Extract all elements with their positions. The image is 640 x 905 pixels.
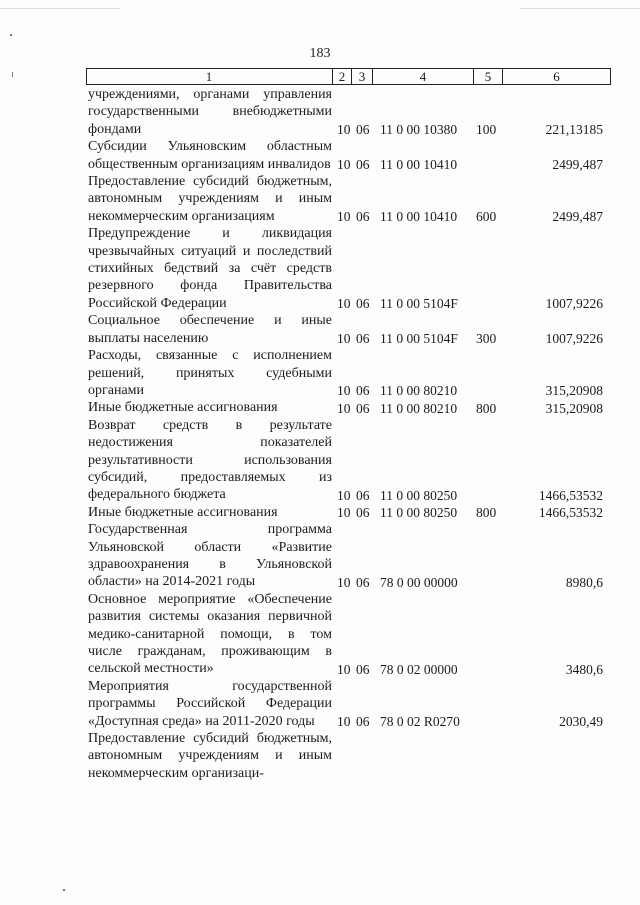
row-description: Мероприятия государственной программы Российской Федерации «Доступная среда» на 2011-2020 годы <box>88 678 332 729</box>
target-article-code: 78 0 02 00000 <box>380 661 458 677</box>
budget-table-body <box>0 86 640 782</box>
section-code: 10 <box>337 296 351 312</box>
row-description: Основное мероприятие «Обеспечение развития системы оказания первичной медико-санитарной помощи, в том числе гражданам, проживающим в сельской местности» <box>88 591 332 677</box>
row-codes <box>0 400 640 417</box>
amount: 8980,6 <box>565 574 603 590</box>
amount: 1007,9226 <box>545 296 603 312</box>
expense-type-code: 800 <box>476 505 497 521</box>
amount: 315,20908 <box>545 383 603 399</box>
subsection-code: 06 <box>356 487 370 503</box>
header-col-6: 6 <box>553 69 560 84</box>
target-article-code: 11 0 00 80210 <box>380 383 458 399</box>
table-row <box>0 678 640 730</box>
section-code: 10 <box>337 661 351 677</box>
section-code: 10 <box>337 505 351 521</box>
table-row <box>0 312 640 347</box>
table-row <box>0 173 640 225</box>
subsection-code: 06 <box>356 400 370 416</box>
subsection-code: 06 <box>356 383 370 399</box>
table-row <box>0 417 640 504</box>
row-description: Субсидии Ульяновским областным общественным организациям инвалидов <box>88 139 332 172</box>
subsection-code: 06 <box>356 331 370 347</box>
row-description: учреждениями, органами управления государственными внебюджетными фондами <box>88 87 332 137</box>
scan-mark <box>10 34 12 36</box>
section-code: 10 <box>337 209 351 225</box>
amount: 1007,9226 <box>545 331 603 347</box>
row-codes <box>0 295 640 312</box>
row-description: Предоставление субсидий бюджетным, автономным учреждениям и иным некоммерческим организаци- <box>88 731 332 781</box>
row-description: Предупреждение и ликвидация чрезвычайных ситуаций и последствий стихийных бедствий за счёт средств резервного фонда Правительства Российской Федерации <box>88 226 332 311</box>
header-col-2: 2 <box>338 69 346 84</box>
header-col-3: 3 <box>358 69 366 84</box>
subsection-code: 06 <box>356 714 370 730</box>
row-codes <box>0 661 640 678</box>
table-header-row <box>86 68 611 85</box>
subsection-code: 06 <box>356 209 370 225</box>
amount: 2030,49 <box>559 714 603 730</box>
row-description: Иные бюджетные ассигнования <box>88 504 278 520</box>
table-row <box>0 347 640 399</box>
row-codes <box>0 330 640 347</box>
section-code: 10 <box>337 157 351 173</box>
row-codes <box>0 765 640 782</box>
row-codes <box>0 713 640 730</box>
section-code: 10 <box>337 383 351 399</box>
amount: 2499,487 <box>552 157 603 173</box>
row-description: Иные бюджетные ассигнования <box>88 400 278 416</box>
section-code: 10 <box>337 714 351 730</box>
table-row <box>0 521 640 591</box>
amount: 1466,53532 <box>538 505 603 521</box>
row-codes <box>0 487 640 504</box>
amount: 221,13185 <box>545 122 603 138</box>
amount: 1466,53532 <box>538 487 603 503</box>
subsection-code: 06 <box>356 661 370 677</box>
target-article-code: 11 0 00 10410 <box>380 157 458 173</box>
target-article-code: 11 0 00 80250 <box>380 505 458 521</box>
row-codes <box>0 121 640 138</box>
subsection-code: 06 <box>356 157 370 173</box>
table-row <box>0 591 640 678</box>
amount: 3480,6 <box>565 661 603 677</box>
scan-mark <box>0 8 120 9</box>
target-article-code: 11 0 00 5104F <box>380 296 458 312</box>
subsection-code: 06 <box>356 122 370 138</box>
expense-type-code: 300 <box>476 331 497 347</box>
expense-type-code: 100 <box>476 122 497 138</box>
target-article-code: 78 0 00 00000 <box>380 574 458 590</box>
row-description: Государственная программа Ульяновской области «Развитие здравоохранения в Ульяновской области» на 2014-2021 годы <box>88 522 332 590</box>
subsection-code: 06 <box>356 296 370 312</box>
header-col-5: 5 <box>484 69 492 84</box>
expense-type-code: 600 <box>476 209 497 225</box>
scan-mark <box>63 889 65 891</box>
subsection-code: 06 <box>356 574 370 590</box>
target-article-code: 11 0 00 80210 <box>380 400 458 416</box>
row-description: Социальное обеспечение и иные выплаты населению <box>88 313 332 346</box>
scan-mark <box>520 8 640 9</box>
expense-type-code: 800 <box>476 400 497 416</box>
target-article-code: 11 0 00 10380 <box>380 122 458 138</box>
table-row <box>0 504 640 521</box>
row-codes <box>0 208 640 225</box>
amount: 2499,487 <box>552 209 603 225</box>
row-codes <box>0 382 640 399</box>
section-code: 10 <box>337 122 351 138</box>
section-code: 10 <box>337 400 351 416</box>
amount: 315,20908 <box>545 400 603 416</box>
row-description: Расходы, связанные с исполнением решений, принятых судебными органами <box>88 348 332 398</box>
target-article-code: 11 0 00 80250 <box>380 487 458 503</box>
table-row <box>0 86 640 138</box>
row-description: Предоставление субсидий бюджетным, автономным учреждениям и иным некоммерческим организациям <box>88 174 332 224</box>
page-number: 183 <box>309 46 331 61</box>
target-article-code: 11 0 00 10410 <box>380 209 458 225</box>
table-row <box>0 730 640 782</box>
table-row <box>0 138 640 173</box>
target-article-code: 78 0 02 R0270 <box>380 714 460 730</box>
section-code: 10 <box>337 574 351 590</box>
scan-mark <box>12 72 13 77</box>
row-codes <box>0 504 640 521</box>
section-code: 10 <box>337 487 351 503</box>
subsection-code: 06 <box>356 505 370 521</box>
table-row <box>0 225 640 312</box>
header-col-1: 1 <box>205 69 213 84</box>
target-article-code: 11 0 00 5104F <box>380 331 458 347</box>
header-col-4: 4 <box>419 69 427 84</box>
section-code: 10 <box>337 331 351 347</box>
table-row <box>0 399 640 416</box>
row-description: Возврат средств в результате недостижения показателей результативности использования субсидий, предоставляемых из федерального бюджета <box>88 417 332 503</box>
row-codes <box>0 156 640 173</box>
row-codes <box>0 574 640 591</box>
